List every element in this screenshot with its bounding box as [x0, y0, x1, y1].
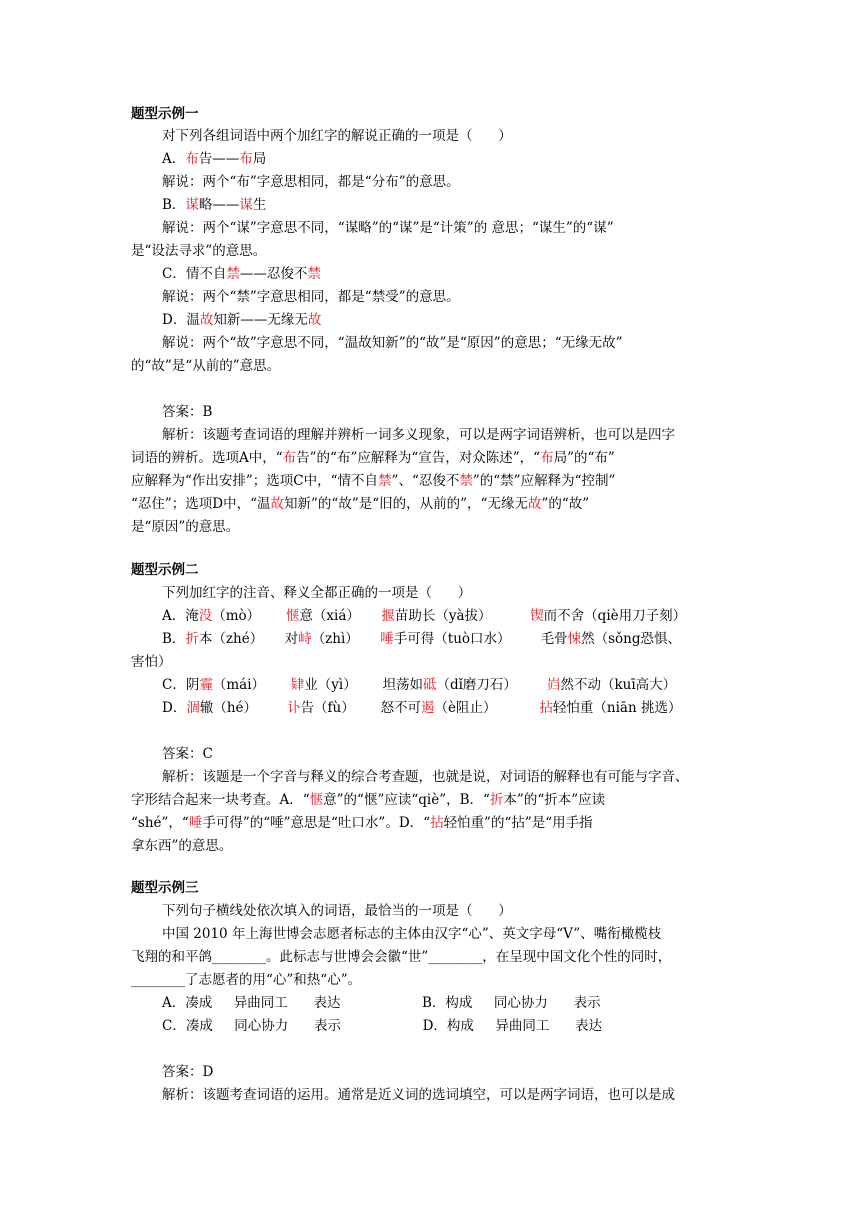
- text-line: [131, 789, 605, 811]
- text-segment: 字形结合起来一块考查。A．“: [131, 792, 310, 808]
- text-segment: 解析：该题是一个字音与释义的综合考查题，也就是说，对词语的解释也有可能与字音、: [162, 769, 689, 785]
- text-segment: C．情不自: [162, 266, 227, 282]
- text-segment: B．: [162, 197, 186, 213]
- text-segment: 意（xiá）: [299, 608, 382, 624]
- text-line: [131, 355, 280, 377]
- text-segment: ——忍俊不: [239, 266, 308, 282]
- text-line: [131, 493, 589, 515]
- text-line: [162, 697, 681, 719]
- text-segment: 下列句子横线处依次填入的词语，最恰当的一项是（ ）: [162, 903, 512, 919]
- text-segment: 解说：两个“谋”字意思不同，“谋略”的“谋”是“计策”的 意思；“谋生”的“谋”: [162, 220, 614, 236]
- text-segment: （zhì）: [311, 631, 381, 647]
- text-segment: 略——: [198, 197, 240, 213]
- text-segment: 解析：该题考查词语的理解并辨析一词多义现象，可以是两字词语辨析，也可以是四字: [162, 427, 675, 443]
- highlighted-char: 涸: [186, 700, 200, 716]
- text-line: [162, 1015, 602, 1037]
- text-segment: 词语的辨析。选项A中，“: [131, 450, 283, 466]
- text-segment: 答案：D: [162, 1064, 214, 1080]
- text-segment: 题型示例一: [131, 106, 199, 122]
- highlighted-char: 布: [282, 450, 297, 466]
- text-segment: 对下列各组词语中两个加红字的解说正确的一项是（ ）: [162, 128, 512, 144]
- text-segment: 飞翔的和平鸽________。此标志与世博会会徽“世”________，在呈现中国文化个性的同时，: [131, 949, 672, 965]
- text-line: [162, 992, 601, 1014]
- text-segment: 拿东西”的意思。: [131, 838, 233, 854]
- section-heading: [131, 103, 199, 125]
- text-line: [131, 470, 615, 492]
- text-segment: （dǐ磨刀石）: [436, 677, 547, 693]
- text-line: [162, 263, 321, 285]
- text-segment: 题型示例三: [131, 880, 199, 896]
- text-segment: 轻怕重”的“拈”是“用手指: [443, 815, 593, 831]
- text-segment: 手可得”的“唾”意思是“吐口水”。D．“: [202, 815, 431, 831]
- text-line: [162, 743, 213, 765]
- text-line: [162, 309, 321, 331]
- text-segment: 局: [252, 151, 267, 167]
- text-segment: B．: [162, 631, 186, 647]
- highlighted-char: 峙: [298, 631, 312, 647]
- text-segment: 业（yì） 坦荡如: [304, 677, 423, 693]
- text-line: [162, 332, 623, 354]
- highlighted-char: 悚: [567, 631, 582, 647]
- text-line: [131, 240, 266, 262]
- text-segment: （mái）: [212, 677, 291, 693]
- text-line: [131, 969, 361, 991]
- text-line: [162, 766, 689, 788]
- text-segment: 告”的“布”应解释为“宣告，对众陈述”，“: [296, 450, 541, 466]
- text-segment: A．凑成 异曲同工 表达 B．构成 同心协力 表示: [162, 995, 601, 1011]
- text-segment: 解说：两个“故”字意思不同，“温故知新”的“故”是“原因”的意思；“无缘无故”: [162, 335, 623, 351]
- highlighted-char: 谋: [185, 197, 199, 213]
- text-segment: 下列加红字的注音、释义全都正确的一项是（ ）: [162, 585, 472, 601]
- text-segment: A．: [162, 151, 186, 167]
- text-line: [162, 424, 675, 446]
- text-line: [162, 605, 686, 627]
- text-line: [162, 217, 614, 239]
- highlighted-char: 拈: [539, 700, 553, 716]
- text-segment: 题型示例二: [131, 562, 199, 578]
- text-line: [162, 1061, 213, 1083]
- highlighted-char: 唾: [380, 631, 394, 647]
- highlighted-char: 布: [185, 151, 199, 167]
- text-segment: 本”的“折本”应读: [503, 792, 606, 808]
- highlighted-char: 惬: [309, 792, 324, 808]
- text-line: [131, 651, 172, 673]
- text-segment: 解说：两个“布”字意思相同，都是“分布”的意思。: [162, 174, 460, 190]
- highlighted-char: 禁: [226, 266, 240, 282]
- text-segment: 辙（hé）: [199, 700, 288, 716]
- text-segment: 的“故”是“从前的”意思。: [131, 358, 281, 374]
- text-segment: 中国 2010 年上海世博会志愿者标志的主体由汉字“心”、英文字母“V”、嘴衔橄榄枝: [162, 926, 662, 942]
- text-segment: 是“原因”的意思。: [131, 519, 240, 535]
- text-segment: 苗助长（yà拔）: [394, 608, 531, 624]
- text-segment: 然不动（kuī高大）: [560, 677, 677, 693]
- text-segment: C．凑成 同心协力 表示 D．构成 异曲同工 表达: [162, 1018, 603, 1034]
- text-segment: 局”的“布”: [553, 450, 615, 466]
- text-line: [162, 923, 661, 945]
- text-segment: 生: [252, 197, 267, 213]
- text-line: [162, 401, 212, 423]
- text-segment: 而不舍（qiè用刀子刻）: [543, 608, 687, 624]
- text-segment: 告（fù） 怒不可: [300, 700, 422, 716]
- text-line: [162, 194, 266, 216]
- text-segment: ________了志愿者的用“心”和热“心”。: [131, 972, 362, 988]
- text-line: [162, 148, 266, 170]
- text-segment: 解说：两个“禁”字意思相同，都是“禁受”的意思。: [162, 289, 460, 305]
- text-segment: 知新——无缘无: [213, 312, 308, 328]
- text-line: [162, 582, 471, 604]
- text-segment: 告——: [198, 151, 240, 167]
- text-line: [162, 628, 681, 650]
- text-segment: D．: [162, 700, 187, 716]
- text-line: [131, 516, 239, 538]
- highlighted-char: 遏: [421, 700, 435, 716]
- highlighted-char: 惬: [285, 608, 300, 624]
- highlighted-char: 故: [527, 496, 542, 512]
- highlighted-char: 没: [198, 608, 213, 624]
- highlighted-char: 禁: [459, 473, 473, 489]
- text-segment: 应解释为“作出安排”；选项C中，“情不自: [131, 473, 379, 489]
- highlighted-char: 折: [185, 631, 199, 647]
- text-segment: （mò）: [212, 608, 286, 624]
- text-segment: （è阻止）: [434, 700, 540, 716]
- highlighted-char: 唾: [188, 815, 203, 831]
- text-segment: C．阴: [162, 677, 200, 693]
- text-segment: ”、“忍俊不: [391, 473, 460, 489]
- text-segment: 害怕）: [131, 654, 172, 670]
- highlighted-char: 岿: [546, 677, 561, 693]
- highlighted-char: 布: [540, 450, 554, 466]
- text-segment: 意”的“惬”应读“qiè”，B．“: [323, 792, 490, 808]
- text-segment: 知新”的“故”是“旧的，从前的”，“无缘无: [284, 496, 528, 512]
- text-line: [162, 125, 512, 147]
- section-heading: [131, 559, 199, 581]
- text-line: [131, 447, 615, 469]
- highlighted-char: 讣: [287, 700, 301, 716]
- highlighted-char: 谋: [239, 197, 253, 213]
- highlighted-char: 布: [239, 151, 253, 167]
- highlighted-char: 故: [199, 312, 214, 328]
- text-line: [131, 812, 593, 834]
- text-line: [162, 1084, 675, 1106]
- text-line: [162, 674, 676, 696]
- highlighted-char: 拈: [430, 815, 444, 831]
- highlighted-char: 砥: [422, 677, 437, 693]
- text-segment: ”的“故”: [541, 496, 590, 512]
- text-segment: 手可得（tuò口水） 毛骨: [393, 631, 568, 647]
- text-line: [162, 286, 460, 308]
- text-segment: 是“设法寻求”的意思。: [131, 243, 267, 259]
- highlighted-char: 禁: [307, 266, 321, 282]
- text-line: [162, 900, 512, 922]
- highlighted-char: 禁: [378, 473, 392, 489]
- text-line: [162, 171, 460, 193]
- text-segment: 答案：B: [162, 404, 213, 420]
- highlighted-char: 揠: [381, 608, 395, 624]
- text-segment: 然（sǒng恐惧、: [581, 631, 681, 647]
- section-heading: [131, 877, 199, 899]
- highlighted-char: 故: [270, 496, 285, 512]
- text-line: [131, 946, 671, 968]
- text-segment: “忍住”；选项D中，“温: [131, 496, 271, 512]
- text-segment: 解析：该题考查词语的运用。通常是近义词的选词填空，可以是两字词语，也可以是成: [162, 1087, 675, 1103]
- text-segment: ”的“禁”应解释为“控制”: [472, 473, 616, 489]
- text-line: [131, 835, 232, 857]
- text-segment: 本（zhé） 对: [198, 631, 299, 647]
- text-segment: D．温: [162, 312, 200, 328]
- highlighted-char: 霾: [199, 677, 213, 693]
- text-segment: A．淹: [162, 608, 199, 624]
- highlighted-char: 折: [489, 792, 504, 808]
- text-segment: 答案：C: [162, 746, 213, 762]
- highlighted-char: 锲: [530, 608, 544, 624]
- highlighted-char: 肄: [290, 677, 305, 693]
- text-segment: “shé”，“: [131, 815, 189, 831]
- highlighted-char: 故: [307, 312, 322, 328]
- text-segment: 轻怕重（niān 挑选）: [552, 700, 682, 716]
